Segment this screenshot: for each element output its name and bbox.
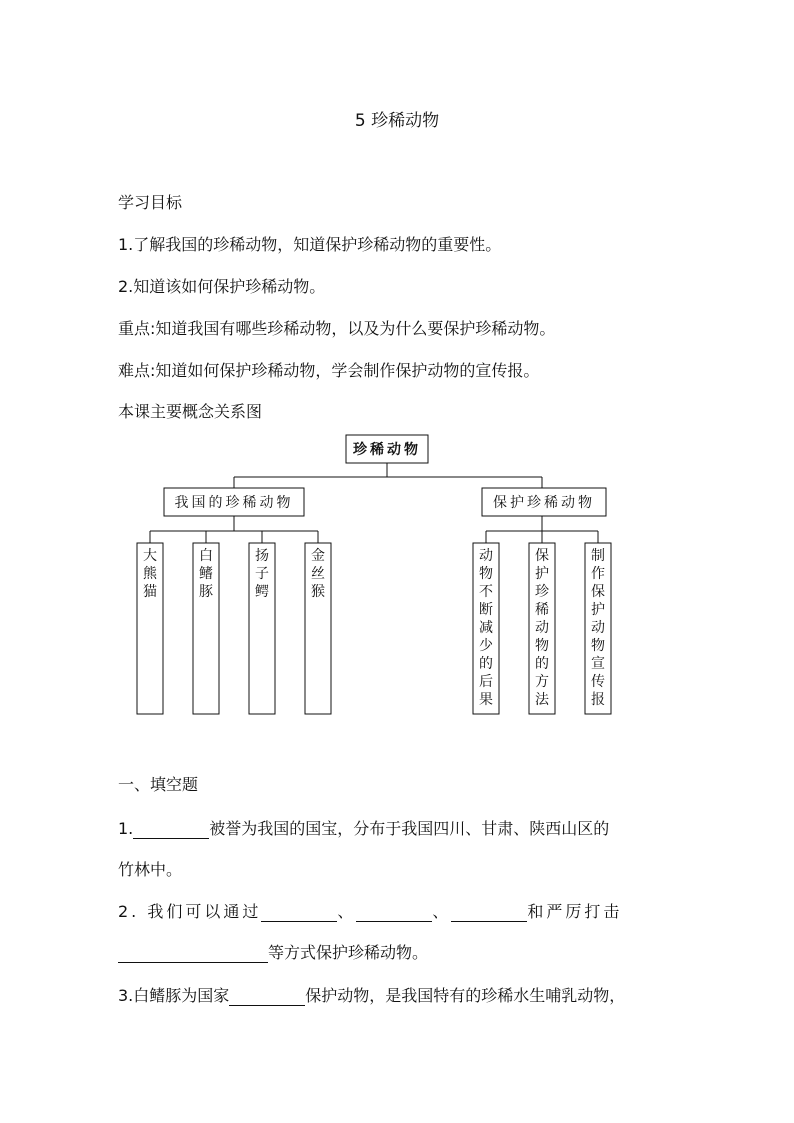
diagram-heading: 本课主要概念关系图	[118, 402, 263, 421]
question-2-text-2: 和严厉打击	[527, 902, 623, 921]
question-2-continued	[118, 940, 428, 963]
objectives-heading: 学习目标	[118, 193, 183, 212]
question-1-number: 1.	[118, 819, 134, 838]
answer-blank[interactable]	[133, 820, 209, 839]
answer-blank[interactable]	[118, 944, 268, 963]
question-2-text: 2. 我们可以通过	[118, 902, 262, 921]
key-point: 重点:知道我国有哪些珍稀动物，以及为什么要保护珍稀动物。	[118, 319, 556, 338]
objective-item-2: 2.知道该如何保护珍稀动物。	[118, 277, 326, 296]
objective-item-1: 1.了解我国的珍稀动物，知道保护珍稀动物的重要性。	[118, 235, 502, 254]
separator: 、	[337, 902, 357, 921]
root-label: 珍稀动物	[353, 442, 421, 458]
question-1-continued: 竹林中。	[118, 860, 183, 879]
question-3-text: 3.白鳍豚为国家	[118, 986, 230, 1005]
question-2-end: 等方式保护珍稀动物。	[268, 943, 429, 962]
leaf-label-poster: 制作保护动物宣传报	[591, 548, 605, 708]
left-branch-label: 我国的珍稀动物	[174, 495, 294, 511]
separator: 、	[432, 902, 452, 921]
leaf-label-baiji: 白鳍豚	[199, 548, 213, 600]
leaf-label-methods: 保护珍稀动物的方法	[535, 548, 549, 708]
leaf-labels	[143, 547, 605, 708]
answer-blank[interactable]	[451, 903, 527, 922]
question-1	[118, 816, 609, 839]
leaf-label-consequences: 动物不断减少的后果	[479, 548, 493, 708]
answer-blank[interactable]	[356, 903, 432, 922]
answer-blank[interactable]	[229, 987, 305, 1006]
right-branch-label: 保护珍稀动物	[493, 495, 595, 511]
difficulty-point: 难点:知道如何保护珍稀动物，学会制作保护动物的宣传报。	[118, 361, 540, 380]
leaf-label-alligator: 扬子鳄	[255, 548, 269, 600]
leaf-label-panda: 大熊猫	[143, 548, 157, 600]
question-2	[118, 899, 622, 922]
question-3	[118, 983, 625, 1006]
question-3-text-2: 保护动物，是我国特有的珍稀水生哺乳动物，	[305, 986, 626, 1005]
page-title: 5 珍稀动物	[354, 111, 440, 131]
question-1-text: 被誉为我国的国宝，分布于我国四川、甘肃、陕西山区的	[209, 819, 610, 838]
leaf-label-monkey: 金丝猴	[311, 548, 325, 600]
exercises-heading: 一、填空题	[118, 775, 199, 794]
answer-blank[interactable]	[261, 903, 337, 922]
